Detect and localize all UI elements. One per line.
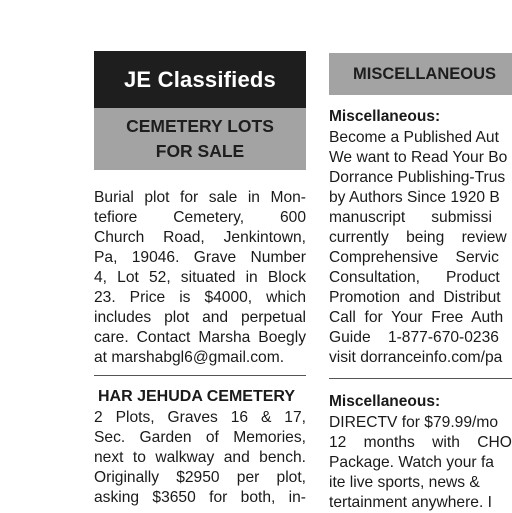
ad-text-line: includes plot and perpetual [94,309,306,326]
ad-text-line: care. Contact Marsha Boegly [94,329,306,346]
ad-text-line: Package. Watch your fa [329,454,494,471]
ad-text-line: Sec. Garden of Memories, [94,429,306,446]
ad-divider [94,375,306,376]
classifieds-title: JE Classifieds [94,51,306,108]
ad-divider [329,378,512,379]
ad-text-line: next to walkway and bench. [94,449,306,466]
ad-text-line: Call for Your Free Auth [329,309,504,326]
ad-text-line: Church Road, Jenkintown, [94,229,306,246]
ad-text-line: 12 months with CHO [329,434,512,451]
ad-text-line: We want to Read Your Bo [329,149,508,166]
ad-text-line: ite live sports, news & [329,474,480,491]
ad-text-line: Pa, 19046. Grave Number [94,249,306,266]
ad-text-line: by Authors Since 1920 B [329,189,500,206]
left-column [94,51,306,506]
ad-text-line: tertainment anywhere. I [329,494,492,511]
ad-dorrance-publishing [329,128,512,368]
ad-text-line: at marshabgl6@gmail.com. [94,349,285,366]
section-heading-miscellaneous: MISCELLANEOUS [329,53,512,95]
ad-text-line: Promotion and Distribut [329,289,501,306]
ad-text-line: Originally $2950 per plot, [94,469,306,486]
ad-montefiore-plot [94,188,306,368]
ad-text-line: Consultation, Product [329,269,500,286]
ad-text-line: 4, Lot 52, situated in Block [94,269,306,286]
ad-heading-har-jehuda: HAR JEHUDA CEMETERY [98,388,296,405]
ad-text-line: Guide 1-877-670-0236 [329,329,499,346]
ad-text-line: currently being review [329,229,507,246]
ad-heading-miscellaneous-1: Miscellaneous: [329,108,441,125]
ad-text-line: manuscript submissi [329,209,492,226]
right-column [329,53,512,511]
ad-heading-miscellaneous-2: Miscellaneous: [329,393,441,410]
section-heading-line-1: CEMETERY LOTS [126,116,274,136]
ad-text-line: Comprehensive Servic [329,249,499,266]
ad-text-line: Become a Published Aut [329,129,499,146]
ad-text-line: DIRECTV for $79.99/mo [329,414,498,431]
ad-text-line: Burial plot for sale in Mon- [94,189,306,206]
section-heading-line-2: FOR SALE [155,141,245,161]
ad-text-line: tefiore Cemetery, 600 [94,209,306,226]
section-heading-cemetery-lots [94,108,306,170]
ad-text-line: visit dorranceinfo.com/pa [329,349,503,366]
ad-har-jehuda-plots [94,408,306,508]
ad-text-line: asking $3650 for both, in- [94,489,306,506]
ad-text-line: Dorrance Publishing-Trus [329,169,506,186]
ad-directv [329,413,512,513]
ad-text-line: 2 Plots, Graves 16 & 17, [94,409,306,426]
ad-text-line: 23. Price is $4000, which [94,289,306,306]
